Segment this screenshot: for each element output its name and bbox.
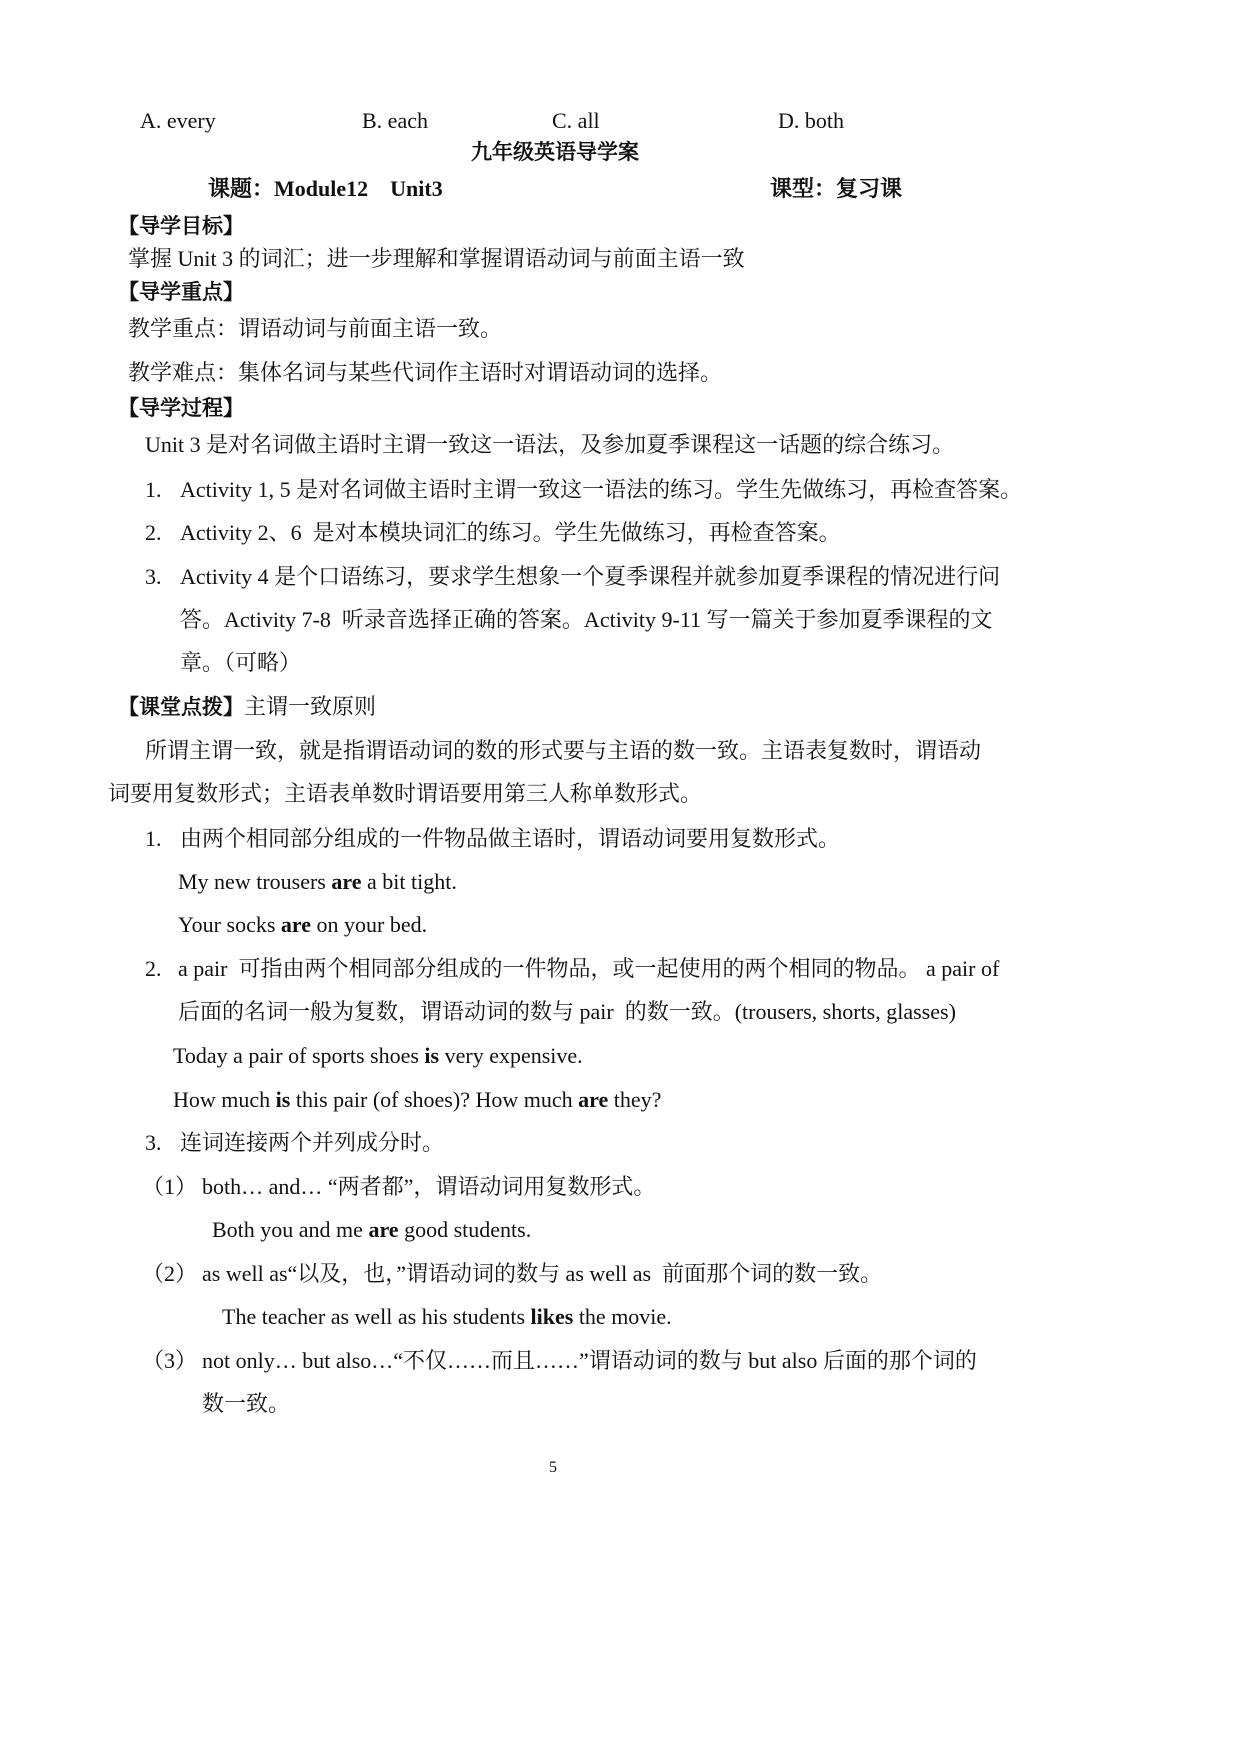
example-text: My new trousers	[178, 869, 332, 894]
process-item-1-num: 1.	[145, 477, 162, 502]
example-text: Both you and me	[212, 1217, 369, 1242]
rule-3-sub-2-num: （2）	[142, 1261, 198, 1286]
lesson-type-label: 课型：	[770, 177, 837, 202]
process-item-2-num: 2.	[145, 520, 162, 545]
example-text: a bit tight.	[361, 869, 457, 894]
rule-2-example-2	[173, 1087, 661, 1113]
rule-3-sub-2-example	[222, 1304, 672, 1330]
example-verb: is	[424, 1043, 440, 1068]
topic-value: Module12 Unit3	[274, 176, 443, 201]
topic-line	[208, 176, 443, 203]
lesson-type-line	[770, 176, 902, 203]
rule-2-line-2: 后面的名词一般为复数，谓语动词的数与 pair 的数一致。(trousers, shorts, glasses)	[178, 999, 956, 1024]
rule-2-line-1: a pair 可指由两个相同部分组成的一件物品，或一起使用的两个相同的物品。 a pair of	[178, 956, 1000, 981]
example-text: How much	[173, 1087, 276, 1112]
document-title: 九年级英语导学案	[471, 140, 639, 164]
option-a: A. every	[140, 108, 216, 133]
rule-3-sub-2-text: as well as“以及，也，”谓语动词的数与 as well as 前面那个词的数一致。	[202, 1261, 883, 1286]
page-number: 5	[549, 1459, 557, 1476]
example-verb: is	[275, 1087, 291, 1112]
rule-3-sub-1-num: （1）	[142, 1174, 198, 1199]
process-intro: Unit 3 是对名词做主语时主谓一致这一语法，及参加夏季课程这一话题的综合练习。	[145, 432, 955, 457]
process-item-3-line-3: 章。（可略）	[180, 650, 302, 675]
example-verb: are	[368, 1217, 399, 1242]
process-item-3-line-1: Activity 4 是个口语练习，要求学生想象一个夏季课程并就参加夏季课程的情况进行问	[180, 564, 1001, 589]
process-item-3-num: 3.	[145, 564, 162, 589]
tips-para-line-1: 所谓主谓一致，就是指谓语动词的数的形式要与主语的数一致。主语表复数时，谓语动	[145, 738, 982, 763]
option-c: C. all	[552, 108, 600, 133]
example-verb: are	[331, 869, 362, 894]
tips-heading-line	[118, 694, 376, 720]
rule-1-example-2	[178, 912, 427, 938]
example-text: Your socks	[178, 912, 281, 937]
goal-text: 掌握 Unit 3 的词汇；进一步理解和掌握谓语动词与前面主语一致	[128, 246, 745, 271]
process-item-1: Activity 1, 5 是对名词做主语时主谓一致这一语法的练习。学生先做练习，再检查答案。	[180, 477, 1023, 502]
example-text: good students.	[398, 1217, 532, 1242]
tips-heading-rest: 主谓一致原则	[244, 694, 377, 719]
focus-key: 教学重点：谓语动词与前面主语一致。	[128, 316, 503, 341]
focus-difficult: 教学难点：集体名词与某些代词作主语时对谓语动词的选择。	[128, 360, 723, 385]
rule-1-num: 1.	[145, 826, 162, 851]
example-text: the movie.	[573, 1304, 672, 1329]
example-text: very expensive.	[439, 1043, 583, 1068]
rule-3-sub-3-num: （3）	[142, 1348, 198, 1373]
rule-3-num: 3.	[145, 1130, 162, 1155]
topic-label: 课题：	[208, 177, 275, 202]
process-item-3-line-2: 答。Activity 7-8 听录音选择正确的答案。Activity 9-11 写一篇关于参加夏季课程的文	[180, 607, 993, 632]
option-d: D. both	[778, 108, 844, 133]
rule-3-sub-1-text: both… and… “两者都”，谓语动词用复数形式。	[202, 1174, 656, 1199]
focus-heading: 【导学重点】	[118, 280, 244, 304]
rule-1-example-1	[178, 869, 457, 895]
tips-heading: 【课堂点拨】	[118, 695, 244, 719]
example-verb: are	[280, 912, 312, 937]
rule-3-sub-1-example	[212, 1217, 531, 1243]
process-heading: 【导学过程】	[118, 396, 244, 420]
rule-2-example-1	[173, 1043, 583, 1069]
option-b: B. each	[362, 108, 428, 133]
example-text: this pair (of shoes)? How much	[290, 1087, 579, 1112]
rule-3-text: 连词连接两个并列成分时。	[180, 1130, 445, 1155]
rule-3-sub-3-line-2: 数一致。	[202, 1391, 291, 1416]
example-verb: are	[578, 1087, 609, 1112]
goal-heading: 【导学目标】	[118, 214, 244, 238]
rule-2-num: 2.	[145, 956, 162, 981]
lesson-type-value: 复习课	[836, 177, 903, 202]
tips-para-line-2: 词要用复数形式；主语表单数时谓语要用第三人称单数形式。	[108, 781, 703, 806]
rule-1-text: 由两个相同部分组成的一件物品做主语时，谓语动词要用复数形式。	[180, 826, 841, 851]
example-text: Today a pair of sports shoes	[173, 1043, 425, 1068]
example-text: they?	[608, 1087, 662, 1112]
example-text: The teacher as well as his students	[222, 1304, 531, 1329]
rule-3-sub-3-line-1: not only… but also…“不仅……而且……”谓语动词的数与 but also 后面的那个词的	[202, 1348, 977, 1373]
process-item-2: Activity 2、6 是对本模块词汇的练习。学生先做练习，再检查答案。	[180, 520, 841, 545]
example-text: on your bed.	[311, 912, 428, 937]
example-verb: likes	[530, 1304, 574, 1329]
